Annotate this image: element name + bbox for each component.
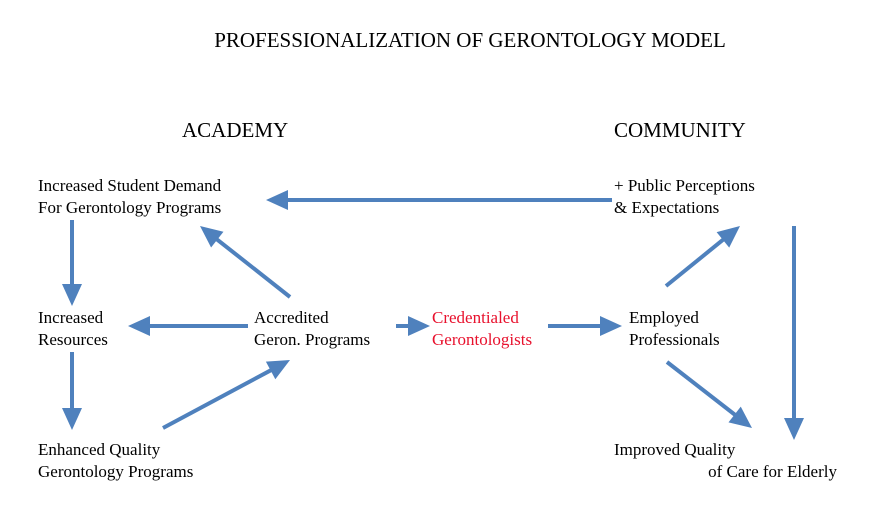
node-credentialed-gerontologists-line1: Credentialed <box>432 308 519 327</box>
node-improved-quality-care-line2: of Care for Elderly <box>708 462 837 481</box>
arrow-perceptions-to-demand <box>266 190 612 210</box>
arrow-employed-to-improved-head <box>728 407 752 428</box>
node-enhanced-quality-line1: Enhanced Quality <box>38 440 161 459</box>
diagram-title: PROFESSIONALIZATION OF GERONTOLOGY MODEL <box>214 28 726 52</box>
node-employed-professionals-line2: Professionals <box>629 330 720 349</box>
arrow-accredited-to-credentialed-head <box>408 316 430 336</box>
node-credentialed-gerontologists-line2: Gerontologists <box>432 330 533 349</box>
arrow-employed-to-improved-shaft <box>667 362 736 416</box>
arrow-demand-to-resources <box>62 220 82 306</box>
node-public-perceptions <box>614 175 755 219</box>
node-improved-quality-care-line1: Improved Quality <box>614 440 736 459</box>
arrow-credentialed-to-employed <box>548 316 622 336</box>
arrow-accredited-to-demand <box>200 226 290 297</box>
node-enhanced-quality-line2: Gerontology Programs <box>38 462 194 481</box>
node-enhanced-quality <box>38 439 193 483</box>
arrow-credentialed-to-employed-head <box>600 316 622 336</box>
node-student-demand-line1: Increased Student Demand <box>38 176 222 195</box>
arrow-enhanced-to-accredited-shaft <box>163 369 272 428</box>
arrow-perceptions-to-demand-head <box>266 190 288 210</box>
node-student-demand <box>38 175 221 219</box>
academy-heading: ACADEMY <box>182 118 289 142</box>
node-increased-resources-line1: Increased <box>38 308 104 327</box>
arrow-accredited-to-demand-shaft <box>216 238 290 297</box>
arrow-accredited-to-resources <box>128 316 248 336</box>
arrow-accredited-to-resources-head <box>128 316 150 336</box>
arrow-enhanced-to-accredited <box>163 360 290 428</box>
node-employed-professionals <box>629 307 720 351</box>
node-increased-resources-line2: Resources <box>38 330 108 349</box>
arrow-resources-to-enhanced <box>62 352 82 430</box>
node-accredited-programs <box>254 307 370 351</box>
arrow-employed-to-perceptions-shaft <box>666 239 724 286</box>
node-student-demand-line2: For Gerontology Programs <box>38 198 222 217</box>
arrow-demand-to-resources-head <box>62 284 82 306</box>
arrow-employed-to-improved <box>667 362 752 428</box>
node-accredited-programs-line2: Geron. Programs <box>254 330 371 349</box>
arrow-resources-to-enhanced-head <box>62 408 82 430</box>
node-credentialed-gerontologists <box>432 307 532 351</box>
arrow-employed-to-perceptions <box>666 226 740 286</box>
arrow-accredited-to-credentialed <box>396 316 430 336</box>
node-public-perceptions-line1: + Public Perceptions <box>614 176 755 195</box>
node-improved-quality-care <box>614 439 837 483</box>
node-accredited-programs-line1: Accredited <box>254 308 329 327</box>
arrow-perceptions-to-improved <box>784 226 804 440</box>
node-employed-professionals-line1: Employed <box>629 308 699 327</box>
node-increased-resources <box>38 307 108 351</box>
arrow-perceptions-to-improved-head <box>784 418 804 440</box>
community-heading: COMMUNITY <box>614 118 746 142</box>
node-public-perceptions-line2: & Expectations <box>614 198 720 217</box>
